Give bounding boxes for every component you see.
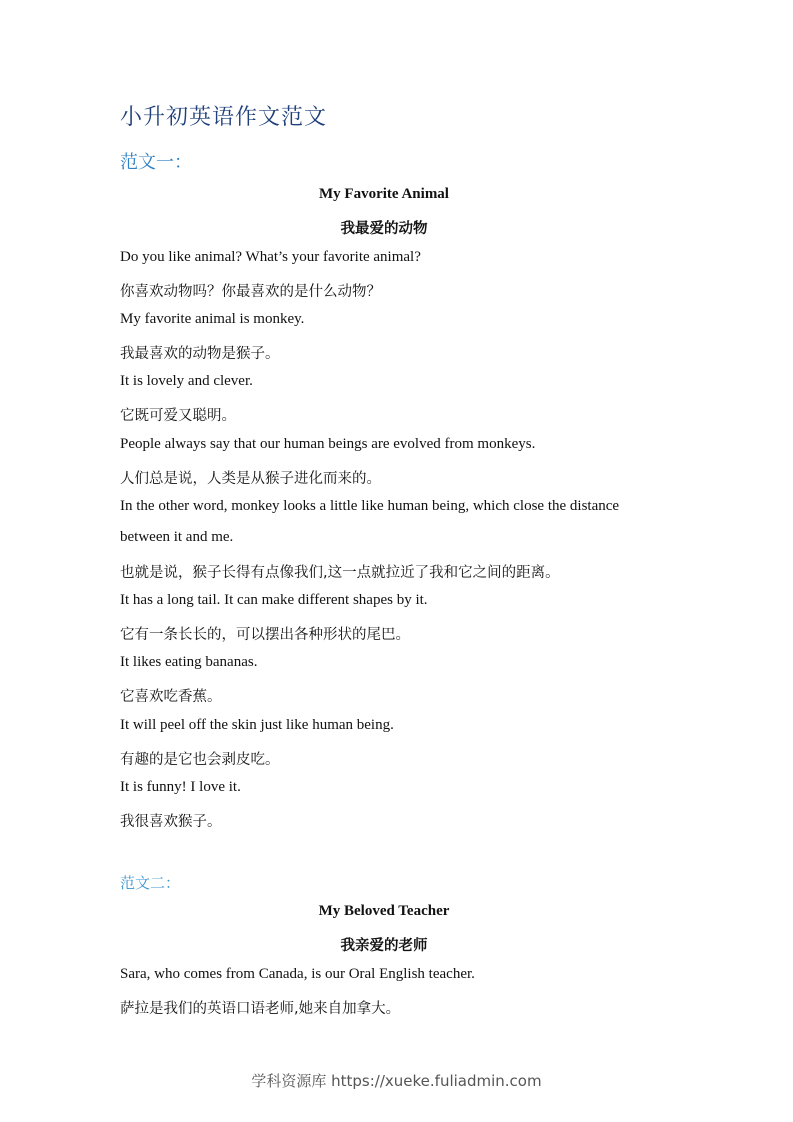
page-footer: 学科资源库 https://xueke.fuliadmin.com bbox=[251, 1072, 542, 1090]
essay1-line: It is lovely and clever. bbox=[120, 373, 253, 389]
essay1-line: 我很喜欢猴子。 bbox=[120, 814, 222, 830]
essay1-line: 有趣的是它也会剥皮吃。 bbox=[120, 752, 280, 768]
document-title: 小升初英语作文范文 bbox=[120, 105, 328, 130]
essay2-line: 萨拉是我们的英语口语老师,她来自加拿大。 bbox=[120, 1001, 401, 1017]
essay1-line: between it and me. bbox=[120, 529, 234, 545]
essay1-line: 它既可爱又聪明。 bbox=[120, 408, 236, 424]
essay1-line: Do you like animal? What’s your favorite animal? bbox=[120, 249, 421, 265]
essay1-line: My favorite animal is monkey. bbox=[120, 311, 305, 327]
essay1-line: It will peel off the skin just like human being. bbox=[120, 717, 394, 733]
essay1-line: 它有一条长长的，可以摆出各种形状的尾巴。 bbox=[120, 627, 410, 643]
essay2-title-cn: 我亲爱的老师 bbox=[340, 938, 428, 954]
essay2-line: Sara, who comes from Canada, is our Oral English teacher. bbox=[120, 966, 475, 982]
essay1-line: It likes eating bananas. bbox=[120, 654, 258, 670]
essay1-heading: 范文一： bbox=[120, 152, 192, 173]
essay1-line: In the other word, monkey looks a little like human being, which close the distance bbox=[120, 498, 620, 514]
essay1-title-en: My Favorite Animal bbox=[319, 186, 449, 202]
essay1-line: 人们总是说，人类是从猴子进化而来的。 bbox=[120, 471, 381, 487]
essay1-line: It has a long tail. It can make different shapes by it. bbox=[120, 592, 428, 608]
essay1-line: 我最喜欢的动物是猴子。 bbox=[120, 346, 280, 362]
essay1-line: People always say that our human beings are evolved from monkeys. bbox=[120, 436, 536, 452]
essay1-line: 它喜欢吃香蕉。 bbox=[120, 689, 222, 705]
essay2-title-en: My Beloved Teacher bbox=[318, 903, 450, 919]
essay1-title-cn: 我最爱的动物 bbox=[340, 221, 428, 237]
essay1-line: 也就是说，猴子长得有点像我们,这一点就拉近了我和它之间的距离。 bbox=[120, 565, 560, 581]
essay2-heading: 范文二： bbox=[120, 874, 181, 892]
essay1-line: 你喜欢动物吗？你最喜欢的是什么动物？ bbox=[120, 284, 381, 300]
essay1-line: It is funny! I love it. bbox=[120, 779, 241, 795]
